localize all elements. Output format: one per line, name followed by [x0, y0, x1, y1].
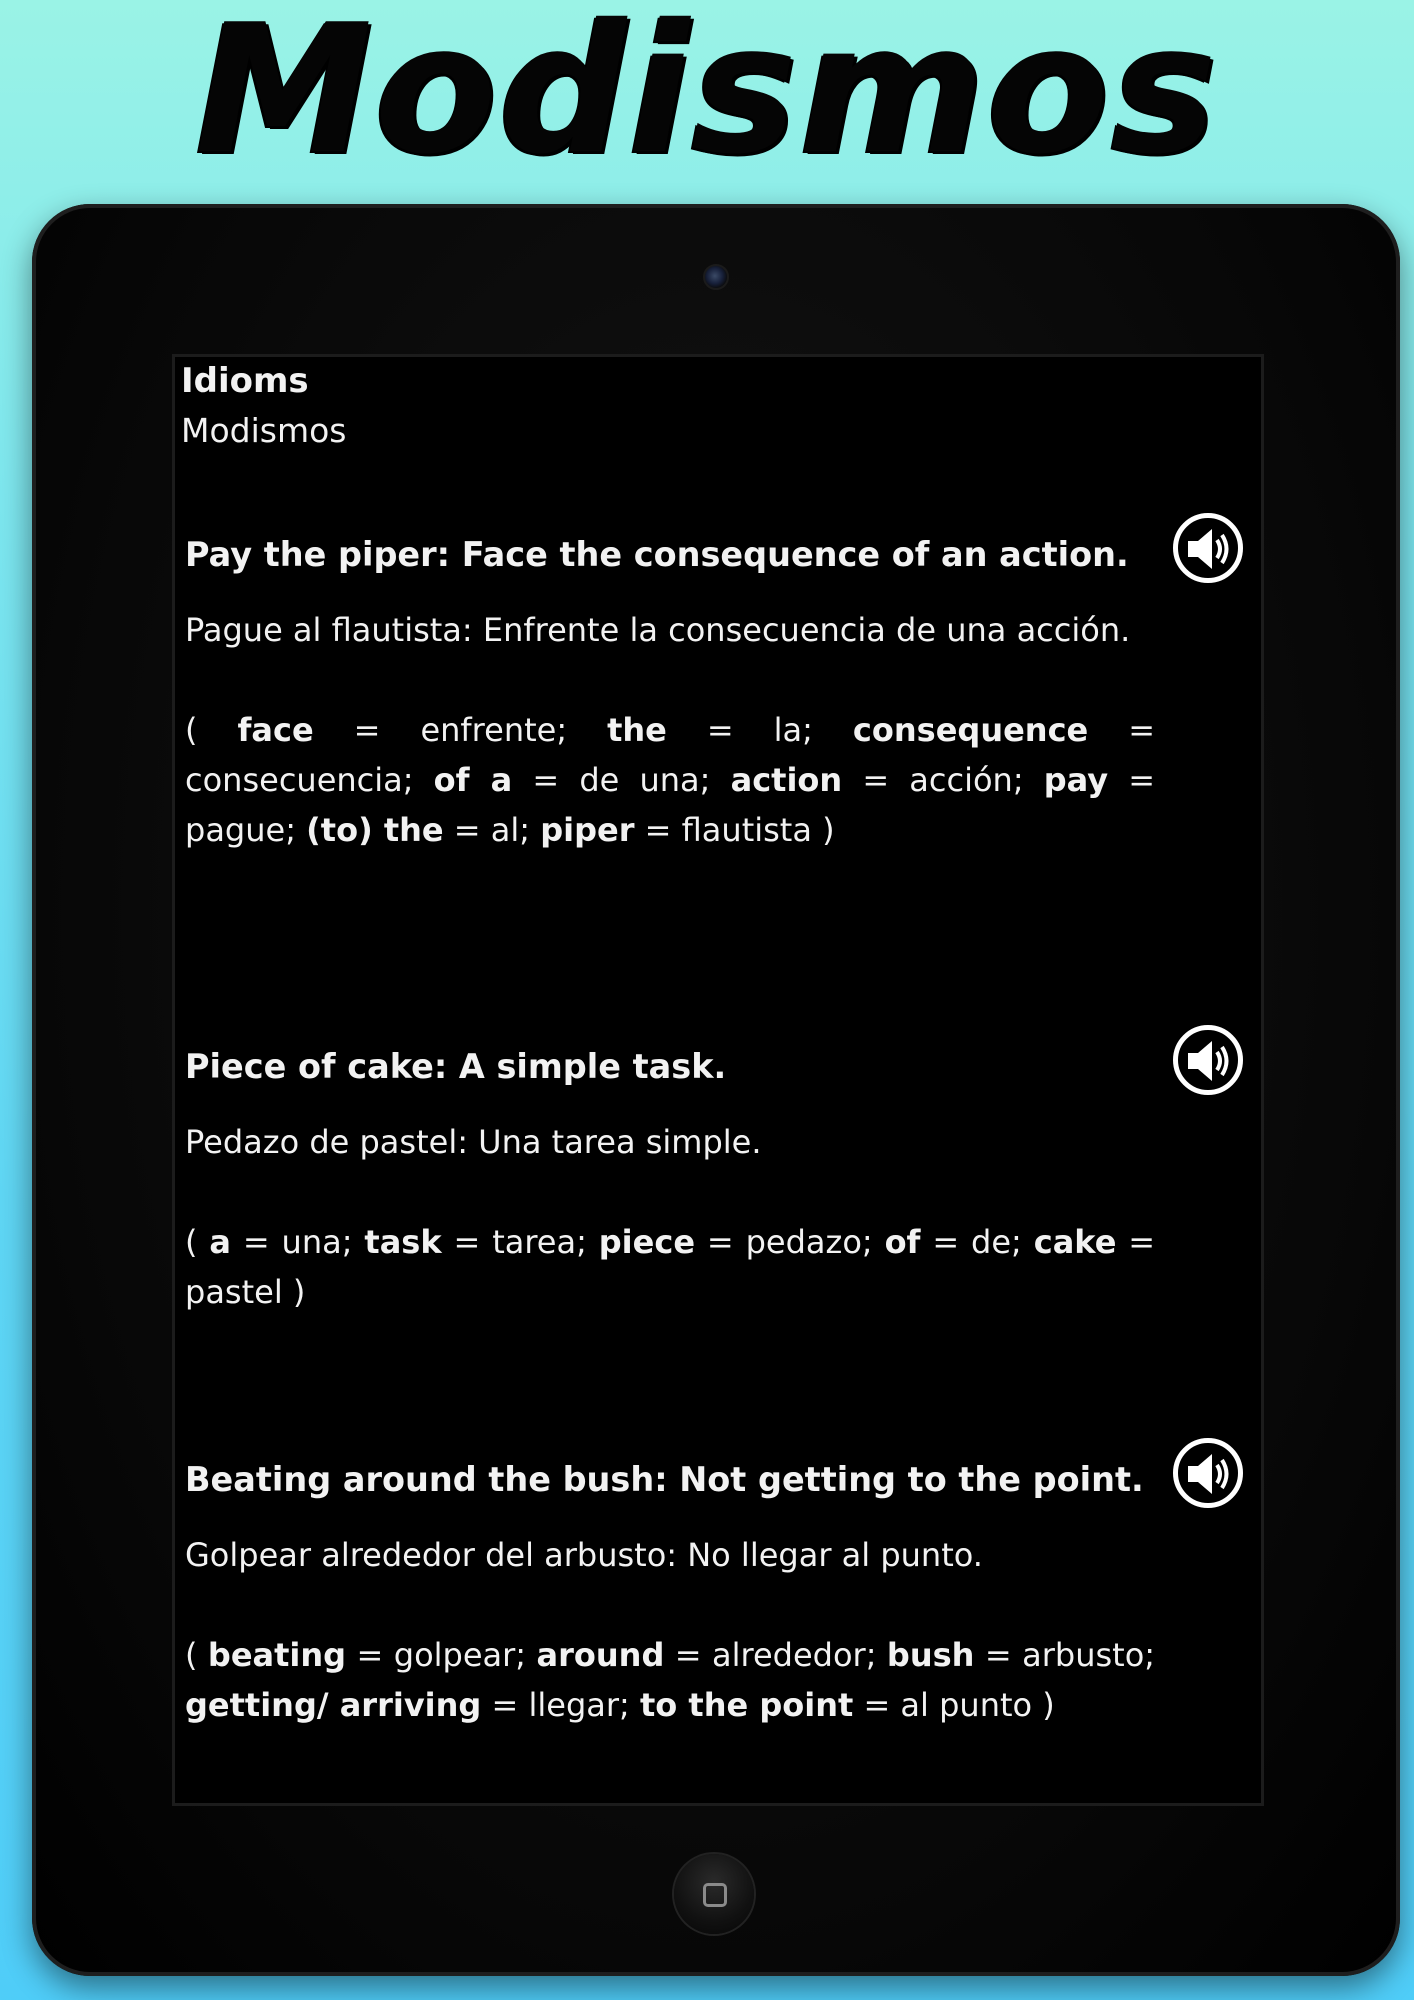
- vocab-translation: pedazo: [745, 1223, 862, 1261]
- vocab-term: pay: [1043, 761, 1109, 799]
- vocab-translation: tarea: [492, 1223, 577, 1261]
- vocab-term: face: [237, 711, 314, 749]
- vocab-translation: alrededor: [712, 1636, 866, 1674]
- vocab-term: piece: [598, 1223, 696, 1261]
- vocab-translation: la: [773, 711, 803, 749]
- camera-icon: [703, 264, 729, 290]
- speaker-icon: [1182, 1035, 1236, 1087]
- vocab-term: bush: [886, 1636, 975, 1674]
- vocab-term: (to) the: [306, 811, 444, 849]
- vocab-translation: consecuencia: [185, 761, 403, 799]
- vocab-translation: pague: [185, 811, 286, 849]
- vocab-translation: de una: [579, 761, 700, 799]
- page-subtitle: Modismos: [181, 411, 347, 450]
- page-title: Idioms: [181, 361, 309, 401]
- vocab-term: cake: [1033, 1223, 1117, 1261]
- vocab-term: of a: [433, 761, 513, 799]
- banner-title: Modismos: [195, 0, 1219, 193]
- vocab-term: task: [364, 1223, 442, 1261]
- vocab-term: action: [730, 761, 843, 799]
- play-audio-button[interactable]: [1173, 1025, 1243, 1095]
- vocab-term: beating: [207, 1636, 347, 1674]
- home-button-icon: [703, 1883, 727, 1907]
- vocab-translation: al: [490, 811, 520, 849]
- vocab-translation: de: [971, 1223, 1012, 1261]
- vocab-translation: una: [281, 1223, 342, 1261]
- play-audio-button[interactable]: [1173, 513, 1243, 583]
- speaker-icon: [1182, 1448, 1236, 1500]
- home-button[interactable]: [674, 1854, 754, 1934]
- tablet-frame: [32, 204, 1400, 1976]
- tablet-screen: [172, 354, 1264, 1806]
- vocab-term: consequence: [852, 711, 1089, 749]
- idiom-title: Pay the piper: Face the consequence of an action.: [185, 535, 1129, 574]
- play-audio-button[interactable]: [1173, 1438, 1243, 1508]
- idiom-vocabulary: ( face = enfrente; the = la; consequence = consecuencia; of a = de una; action = acción; pay = pague; (to) the = al; piper = flautista ): [185, 711, 1156, 849]
- idiom-translation: Pague al flautista: Enfrente la consecuencia de una acción.: [185, 611, 1131, 649]
- vocab-term: getting/ arriving: [185, 1686, 482, 1724]
- vocab-term: around: [536, 1636, 665, 1674]
- vocab-term: to the point: [639, 1686, 854, 1724]
- idiom-title: Beating around the bush: Not getting to the point.: [185, 1460, 1144, 1499]
- vocab-translation: enfrente: [420, 711, 557, 749]
- vocab-translation: pastel: [185, 1273, 283, 1311]
- vocab-term: of: [884, 1223, 921, 1261]
- idiom-vocabulary: ( a = una; task = tarea; piece = pedazo; of = de; cake = pastel ): [185, 1223, 1156, 1311]
- idiom-translation: Pedazo de pastel: Una tarea simple.: [185, 1123, 762, 1161]
- idiom-translation: Golpear alrededor del arbusto: No llegar al punto.: [185, 1536, 983, 1574]
- vocab-translation: llegar: [528, 1686, 620, 1724]
- vocab-translation: acción: [909, 761, 1013, 799]
- vocab-translation: flautista: [681, 811, 812, 849]
- speaker-icon: [1182, 523, 1236, 575]
- vocab-term: a: [209, 1223, 231, 1261]
- vocab-translation: arbusto: [1022, 1636, 1145, 1674]
- vocab-term: piper: [540, 811, 635, 849]
- vocab-translation: al punto: [900, 1686, 1033, 1724]
- idiom-title: Piece of cake: A simple task.: [185, 1047, 727, 1086]
- vocab-translation: golpear: [393, 1636, 516, 1674]
- idiom-vocabulary: ( beating = golpear; around = alrededor; bush = arbusto; getting/ arriving = llegar; to the point = al punto ): [185, 1636, 1156, 1724]
- vocab-term: the: [607, 711, 667, 749]
